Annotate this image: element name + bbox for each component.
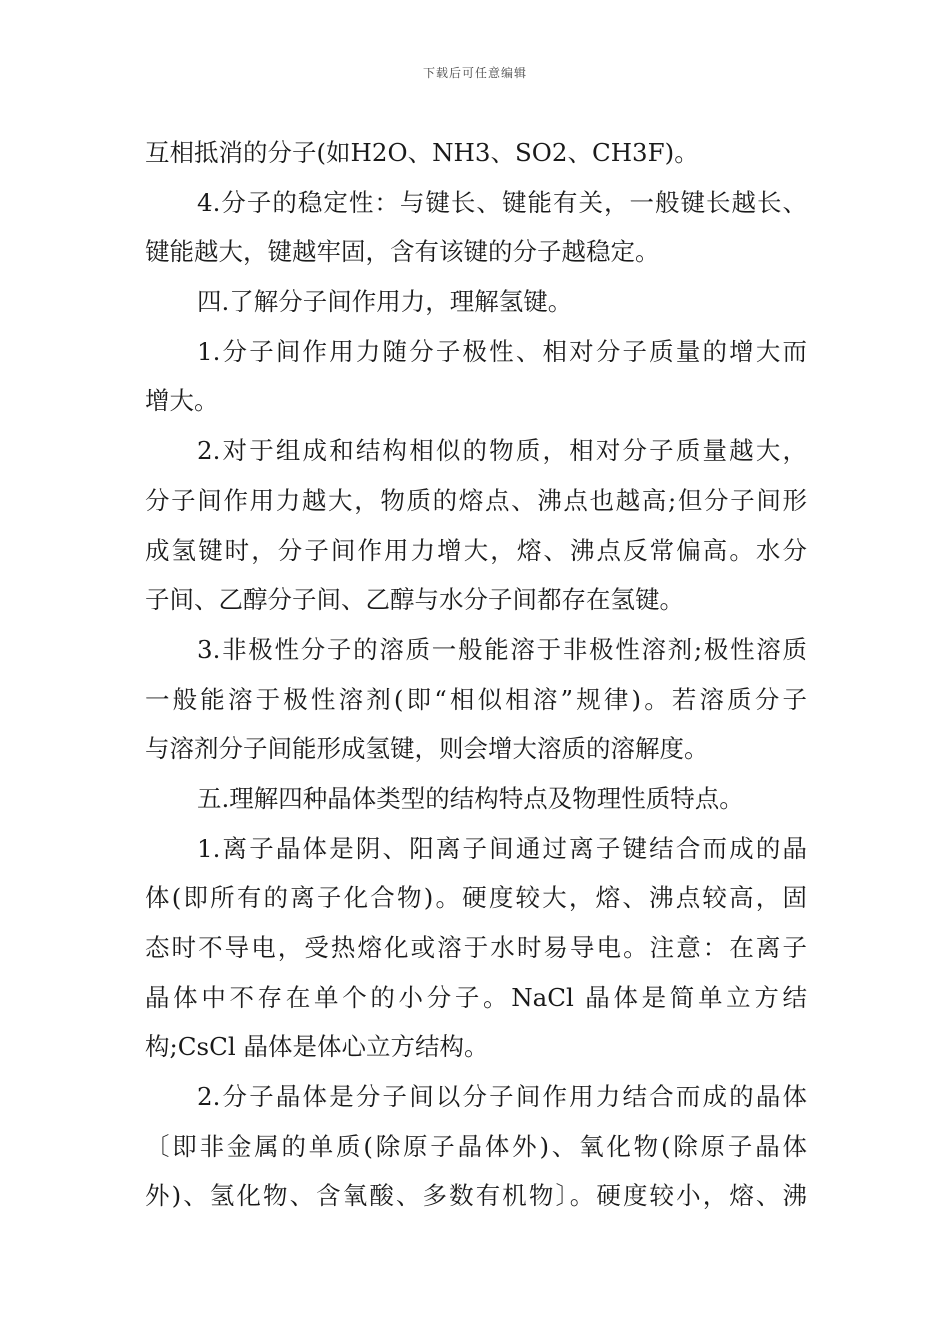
text-line: 互相抵消的分子(如H2O、NH3、SO2、CH3F)。 (145, 138, 699, 167)
text-line: 2.分子晶体是分子间以分子间作用力结合而成的晶体 (197, 1082, 807, 1112)
text-line: 与溶剂分子间能形成氢键，则会增大溶质的溶解度。 (145, 734, 709, 764)
text-line: 〔即非金属的单质(除原子晶体外)、氧化物(除原子晶体 (145, 1131, 807, 1161)
text-line: 一般能溶于极性溶剂(即“相似相溶”规律)。若溶质分子 (145, 684, 807, 714)
text-line: 4.分子的稳定性：与键长、键能有关，一般键长越长、 (197, 187, 807, 217)
section-heading: 五.理解四种晶体类型的结构特点及物理性质特点。 (197, 783, 744, 813)
page-header-note: 下载后可任意编辑 (422, 66, 527, 80)
document-body (145, 128, 807, 1221)
text-line: 子间、乙醇分子间、乙醇与水分子间都存在氢键。 (145, 585, 684, 615)
text-line: 2.对于组成和结构相似的物质，相对分子质量越大， (197, 436, 807, 466)
text-line: 1.离子晶体是阴、阳离子间通过离子键结合而成的晶 (197, 833, 807, 863)
text-line: 分子间作用力越大，物质的熔点、沸点也越高;但分子间形 (145, 485, 807, 515)
text-line: 键能越大，键越牢固，含有该键的分子越稳定。 (145, 237, 660, 267)
text-line: 增大。 (145, 386, 219, 416)
text-line: 体(即所有的离子化合物)。硬度较大，熔、沸点较高，固 (145, 883, 807, 913)
section-heading: 四.了解分子间作用力，理解氢键。 (197, 287, 573, 317)
text-line: 3.非极性分子的溶质一般能溶于非极性溶剂;极性溶质 (197, 634, 807, 664)
text-line: 1.分子间作用力随分子极性、相对分子质量的增大而 (197, 336, 807, 366)
text-line: 外)、氢化物、含氧酸、多数有机物〕。硬度较小，熔、沸 (145, 1181, 807, 1211)
text-line: 晶体中不存在单个的小分子。NaCl 晶体是简单立方结 (145, 982, 807, 1012)
text-line: 成氢键时，分子间作用力增大，熔、沸点反常偏高。水分 (145, 535, 807, 565)
text-line: 态时不导电，受热熔化或溶于水时易导电。注意：在离子 (145, 933, 807, 962)
text-line: 构;CsCl 晶体是体心立方结构。 (145, 1032, 489, 1062)
